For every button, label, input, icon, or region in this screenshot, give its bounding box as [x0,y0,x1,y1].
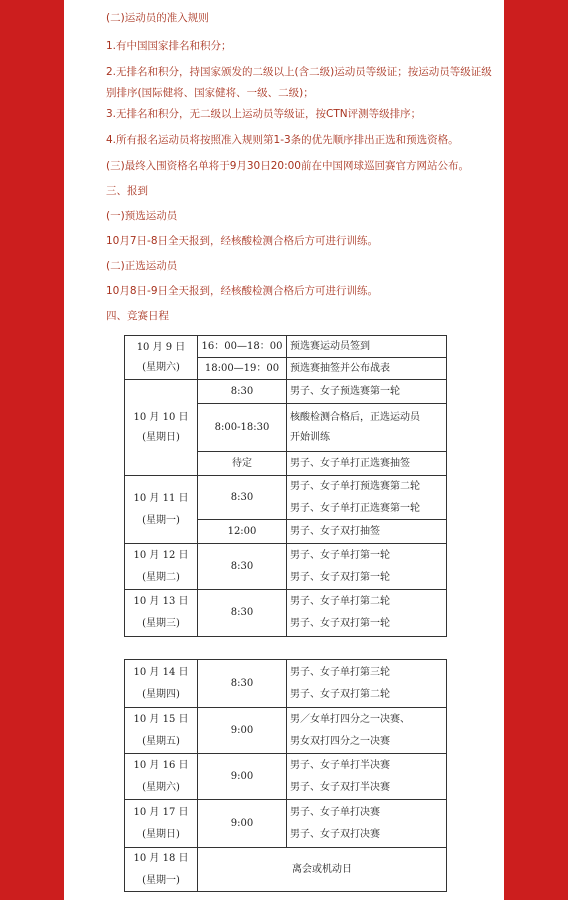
time-cell: 8:30 [198,544,287,590]
date-cell: 10 月 13 日 (星期三) [125,590,198,637]
section-schedule: 四、竞赛日程 [106,310,169,322]
date-cell: 10 月 16 日 (星期六) [125,754,198,800]
rules-heading: (二)运动员的准入规则 [106,12,209,24]
rule-4: 4.所有报名运动员将按照准入规则第1-3条的优先顺序排出正选和预选资格。 [106,134,459,146]
table-row [125,544,447,590]
event-cell: 预选赛运动员签到 [287,336,447,358]
time-cell: 9:00 [198,800,287,848]
time-cell: 8:30 [198,476,287,520]
event-cell: 男子、女子单打决赛 男子、女子双打决赛 [287,800,447,848]
time-cell: 8:30 [198,590,287,637]
event-cell: 男子、女子单打第一轮 男子、女子双打第一轮 [287,544,447,590]
table-row [125,800,447,848]
table-row [125,708,447,754]
date-cell: 10 月 17 日 (星期日) [125,800,198,848]
event-cell: 男子、女子双打抽签 [287,520,447,544]
schedule-table-2 [124,659,447,892]
event-cell: 男子、女子单打半决赛 男子、女子双打半决赛 [287,754,447,800]
time-cell: 8:30 [198,660,287,708]
table-row [125,476,447,520]
rule-2: 2.无排名和积分，持国家颁发的二级以上(含二级)运动员等级证；按运动员等级证级别排序(国际健将、国家健将、一级、二级)； [106,66,492,99]
table-row [125,660,447,708]
final-list-note: (三)最终入围资格名单将于9月30日20:00前在中国网球巡回赛官方网站公布。 [106,160,469,172]
event-cell: 男子、女子单打预选赛第二轮 男子、女子单打正选赛第一轮 [287,476,447,520]
time-cell: 18:00—19：00 [198,358,287,380]
schedule-table-1 [124,335,447,637]
main-draw-text: 10月8日-9日全天报到，经核酸检测合格后方可进行训练。 [106,285,379,297]
table-row [125,336,447,358]
date-cell: 10 月 12 日 (星期二) [125,544,198,590]
time-cell: 待定 [198,452,287,476]
date-cell: 10 月 15 日 (星期五) [125,708,198,754]
pre-selection-heading: (一)预选运动员 [106,210,178,222]
date-cell: 10 月 18 日 (星期一) [125,848,198,892]
event-cell: 男子、女子单打正选赛抽签 [287,452,447,476]
main-draw-heading: (二)正选运动员 [106,260,178,272]
time-cell: 8:00-18:30 [198,404,287,452]
event-cell: 预选赛抽签并公布战表 [287,358,447,380]
table-row [125,848,447,892]
event-cell: 男子、女子单打第二轮 男子、女子双打第一轮 [287,590,447,637]
event-cell: 男子、女子单打第三轮 男子、女子双打第二轮 [287,660,447,708]
section-registration: 三、报到 [106,185,148,197]
time-cell: 9:00 [198,754,287,800]
document-page [64,0,504,900]
time-cell: 16：00—18：00 [198,336,287,358]
table-row [125,380,447,404]
event-cell: 离会或机动日 [198,848,447,892]
event-cell: 男子、女子预选赛第一轮 [287,380,447,404]
date-cell: 10 月 14 日 (星期四) [125,660,198,708]
time-cell: 8:30 [198,380,287,404]
table-row [125,590,447,637]
rule-3: 3.无排名和积分，无二级以上运动员等级证，按CTN评测等级排序； [106,108,422,120]
date-cell: 10 月 11 日 (星期一) [125,476,198,544]
date-cell: 10 月 9 日 (星期六) [125,336,198,380]
pre-selection-text: 10月7日-8日全天报到，经核酸检测合格后方可进行训练。 [106,235,379,247]
date-cell: 10 月 10 日 (星期日) [125,380,198,476]
time-cell: 12:00 [198,520,287,544]
rule-1: 1.有中国国家排名和积分； [106,40,232,52]
time-cell: 9:00 [198,708,287,754]
event-cell: 核酸检测合格后，正选运动员 开始训练 [287,404,447,452]
table-row [125,754,447,800]
event-cell: 男／女单打四分之一决赛、 男女双打四分之一决赛 [287,708,447,754]
